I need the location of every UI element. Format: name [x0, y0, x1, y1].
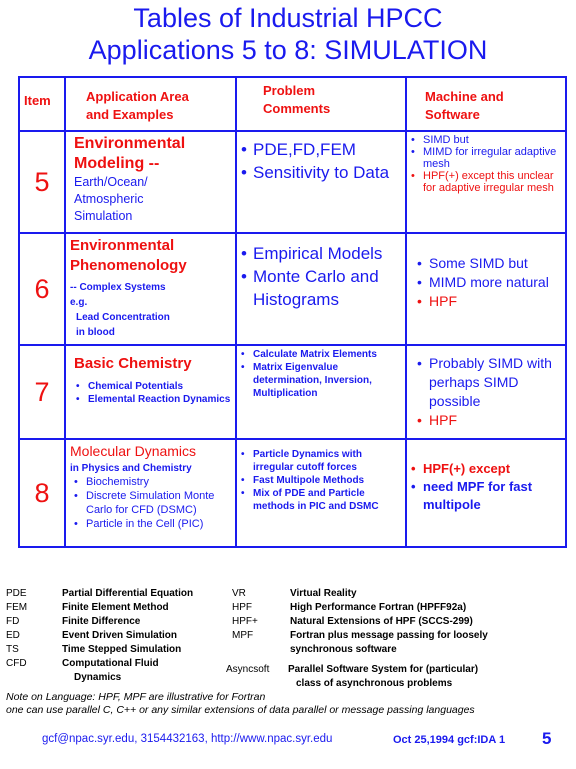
list-item: • Particle in the Cell (PIC)	[74, 517, 231, 531]
problem-comments-cell	[236, 233, 406, 345]
glossary-abbr: Asyncsoft	[226, 664, 270, 675]
glossary-abbr: TS	[6, 644, 19, 655]
list-item: • Biochemistry	[74, 475, 231, 489]
area-title: Molecular Dynamics	[70, 443, 197, 459]
glossary-def: Event Driven Simulation	[62, 630, 178, 641]
application-area-cell	[65, 233, 236, 345]
glossary-abbr: PDE	[6, 588, 27, 599]
glossary-abbr: MPF	[232, 630, 254, 641]
machine-software-cell	[406, 233, 566, 345]
table-row	[19, 345, 566, 439]
glossary-abbr: HPF+	[232, 616, 258, 627]
title-line-2: Applications 5 to 8: SIMULATION	[88, 35, 488, 65]
application-area-cell	[65, 131, 236, 233]
row-number: 7	[19, 345, 65, 439]
glossary-abbr: VR	[232, 588, 246, 599]
page-title	[0, 2, 576, 66]
area-title: Basic Chemistry	[74, 355, 192, 372]
list-item: • HPF	[417, 411, 561, 430]
header-machine-software: Machine and Software	[406, 77, 566, 131]
area-title: Environmental Phenomenology	[70, 237, 187, 274]
glossary-def: Time Stepped Simulation	[62, 644, 182, 655]
list-item: • SIMD but	[411, 134, 561, 146]
row-number: 6	[19, 233, 65, 345]
area-subtitle: in Physics and Chemistry	[70, 463, 192, 474]
glossary-def: synchronous software	[290, 644, 397, 655]
glossary-def: Finite Difference	[62, 616, 141, 627]
problem-comments-cell	[236, 345, 406, 439]
page-number: 5	[542, 729, 552, 748]
list-item: • HPF	[417, 292, 561, 311]
list-item: • Calculate Matrix Elements	[241, 348, 401, 361]
problem-comments-cell	[236, 131, 406, 233]
list-item: • Sensitivity to Data	[241, 161, 401, 184]
list-item: • Particle Dynamics with irregular cutoff forces	[241, 448, 401, 474]
table-row	[19, 131, 566, 233]
list-item: • Matrix Eigenvalue determination, Inversion, Multiplication	[241, 361, 401, 400]
header-problem-comments: Problem Comments	[236, 77, 406, 131]
list-item: • Chemical Potentials	[76, 380, 231, 393]
list-item: • PDE,FD,FEM	[241, 138, 401, 161]
glossary-abbr: FD	[6, 616, 20, 627]
list-item: • Elemental Reaction Dynamics	[76, 393, 231, 406]
row-number: 5	[19, 131, 65, 233]
area-examples: -- Complex Systems e.g. Lead Concentration in blood	[70, 282, 170, 338]
application-area-cell	[65, 439, 236, 547]
title-line-1: Tables of Industrial HPCC	[133, 3, 443, 33]
glossary-def: Finite Element Method	[62, 602, 169, 613]
list-item: • Monte Carlo and Histograms	[241, 265, 401, 311]
list-item: • MIMD more natural	[417, 273, 561, 292]
row-number: 8	[19, 439, 65, 547]
glossary-def: Dynamics	[74, 672, 122, 683]
area-examples: Earth/Ocean/ Atmospheric Simulation	[74, 175, 148, 223]
application-area-cell	[65, 345, 236, 439]
glossary-def: class of asynchronous problems	[296, 678, 453, 689]
list-item: • Mix of PDE and Particle methods in PIC and DSMC	[241, 487, 401, 513]
list-item: • HPF(+) except	[411, 460, 561, 478]
list-item: • Some SIMD but	[417, 254, 561, 273]
glossary-abbr: HPF	[232, 602, 252, 613]
list-item: • MIMD for irregular adaptive mesh	[411, 146, 561, 170]
list-item: • HPF(+) except this unclear for adaptive irregular mesh	[411, 170, 561, 194]
machine-software-cell	[406, 131, 566, 233]
header-item: Item	[19, 77, 65, 131]
machine-software-cell	[406, 345, 566, 439]
list-item: • Probably SIMD with perhaps SIMD possible	[417, 354, 561, 411]
glossary-def: High Performance Fortran (HPFF92a)	[290, 602, 467, 613]
glossary-def: Virtual Reality	[290, 588, 357, 599]
glossary-abbr: ED	[6, 630, 20, 641]
footer-contact: gcf@npac.syr.edu, 3154432163, http://www.npac.syr.edu	[42, 733, 333, 745]
applications-table	[18, 76, 567, 548]
glossary-def: Fortran plus message passing for loosely	[290, 630, 488, 641]
glossary-def: Natural Extensions of HPF (SCCS-299)	[290, 616, 473, 627]
list-item: • Fast Multipole Methods	[241, 474, 401, 487]
header-application-area: Application Area and Examples	[65, 77, 236, 131]
glossary-def: Parallel Software System for (particular)	[288, 664, 479, 675]
table-header-row	[19, 77, 566, 131]
list-item: • Empirical Models	[241, 242, 401, 265]
glossary-def: Partial Differential Equation	[62, 588, 194, 599]
glossary-abbr: CFD	[6, 658, 27, 669]
table-row	[19, 439, 566, 547]
area-title: Environmental Modeling --	[74, 135, 186, 172]
machine-software-cell	[406, 439, 566, 547]
glossary-abbr: FEM	[6, 602, 28, 613]
glossary-def: Computational Fluid	[62, 658, 159, 669]
table-row	[19, 233, 566, 345]
language-note: Note on Language: HPF, MPF are illustrative for Fortran one can use parallel C, C++ or any similar extensions of data parallel or message passing languages	[6, 691, 475, 716]
list-item: • need MPF for fast multipole	[411, 478, 561, 514]
list-item: • Discrete Simulation Monte Carlo for CFD (DSMC)	[74, 489, 231, 517]
problem-comments-cell	[236, 439, 406, 547]
footer-date: Oct 25,1994 gcf:IDA 1	[393, 734, 506, 746]
